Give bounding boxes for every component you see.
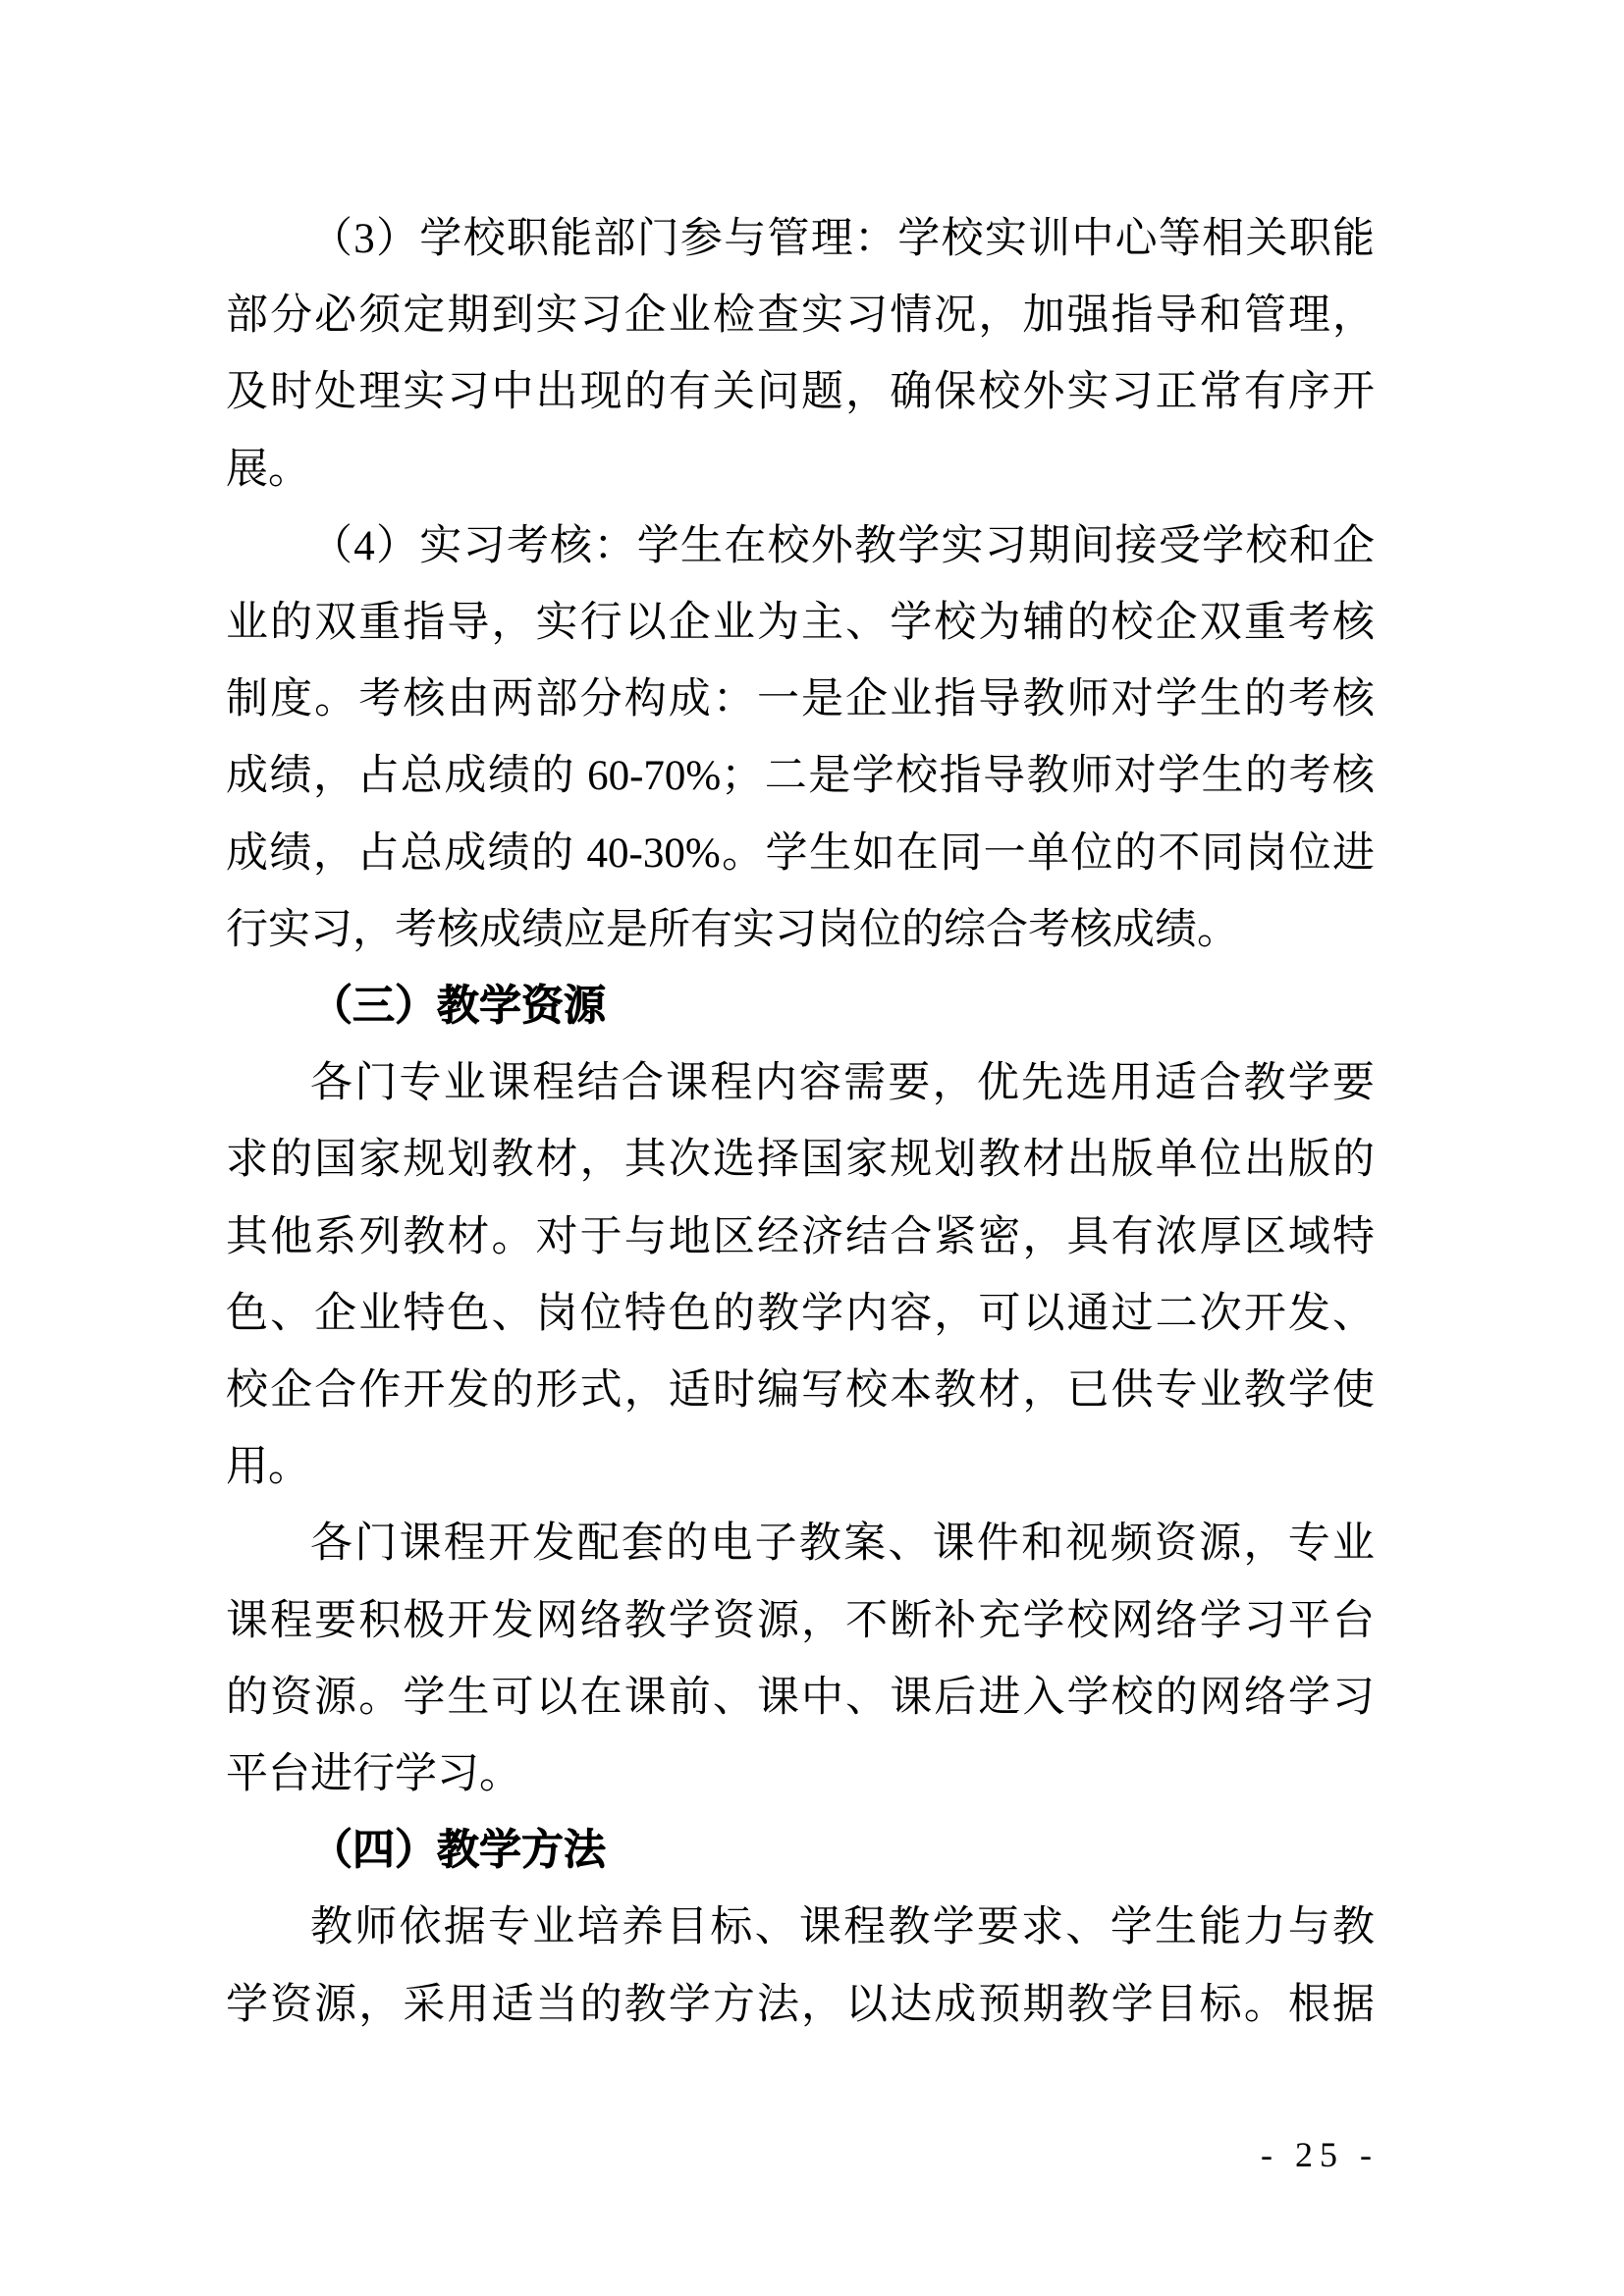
text-line: 课程要积极开发网络教学资源，不断补充学校网络学习平台 [226,1597,1375,1644]
text-line: 各门课程开发配套的电子教案、课件和视频资源，专业 [310,1521,1375,1568]
text-line: 制度。考核由两部分构成：一是企业指导教师对学生的考核 [226,676,1375,723]
text-line: 展。 [226,446,310,493]
text-line: 部分必须定期到实习企业检查实习情况，加强指导和管理， [226,293,1375,340]
text-line: 成绩，占总成绩的 40-30%。学生如在同一单位的不同岗位进 [226,829,1375,877]
section-heading [226,969,1375,1045]
paragraph [226,508,1375,969]
text-line: 用。 [226,1444,310,1491]
text-line: 平台进行学习。 [226,1751,521,1798]
paragraph [226,201,1375,508]
text-line: 学资源，采用适当的教学方法，以达成预期教学目标。根据 [226,1981,1375,2028]
text-line: 成绩，占总成绩的 60-70%；二是学校指导教师对学生的考核 [226,753,1375,800]
text-line: （三）教学资源 [310,984,606,1031]
text-line: 色、企业特色、岗位特色的教学内容，可以通过二次开发、 [226,1290,1375,1337]
text-line: 各门专业课程结合课程内容需要，优先选用适合教学要 [310,1060,1375,1107]
text-line: 其他系列教材。对于与地区经济结合紧密，具有浓厚区域特 [226,1213,1375,1260]
text-line: 业的双重指导，实行以企业为主、学校为辅的校企双重考核 [226,600,1375,647]
text-line: 教师依据专业培养目标、课程教学要求、学生能力与教 [310,1904,1375,1951]
document-body [226,201,1375,2044]
text-line: 及时处理实习中出现的有关问题，确保校外实习正常有序开 [226,369,1375,416]
text-line: （4）实习考核：学生在校外教学实习期间接受学校和企 [310,522,1375,569]
paragraph [226,1890,1375,2043]
text-line: （四）教学方法 [310,1828,606,1875]
text-line: 求的国家规划教材，其次选择国家规划教材出版单位出版的 [226,1137,1375,1184]
text-line: 校企合作开发的形式，适时编写校本教材，已供专业教学使 [226,1367,1375,1415]
text-line: （3）学校职能部门参与管理：学校实训中心等相关职能 [310,216,1375,262]
text-line: 的资源。学生可以在课前、课中、课后进入学校的网络学习 [226,1674,1375,1721]
paragraph [226,1506,1375,1813]
page-number: - 25 - [1261,2135,1379,2174]
section-heading [226,1813,1375,1890]
paragraph [226,1045,1375,1506]
text-line: 行实习，考核成绩应是所有实习岗位的综合考核成绩。 [226,906,1239,953]
